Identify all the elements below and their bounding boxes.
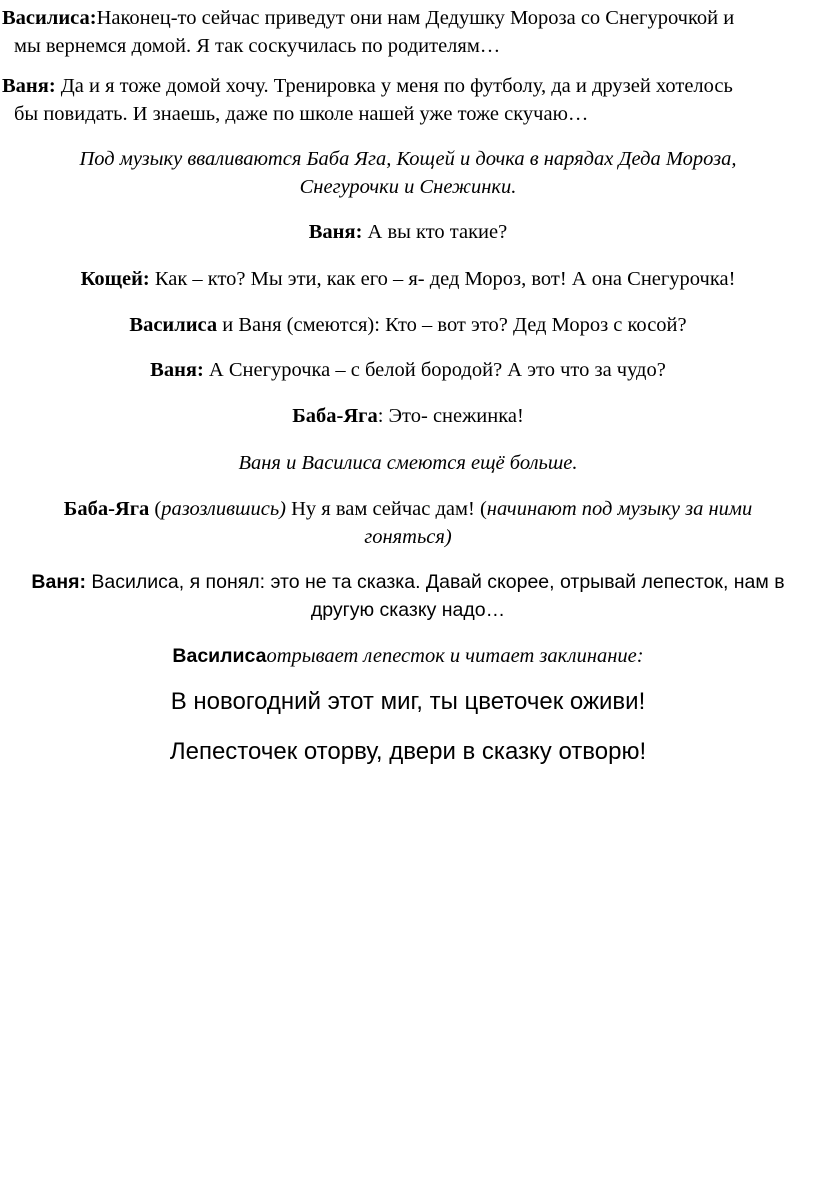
- dialogue-text: и Ваня (смеются): Кто – вот это? Дед Мороз с косой?: [217, 314, 687, 336]
- speaker-name: Баба-Яга: [63, 498, 150, 520]
- dialogue-vanya-1: [2, 72, 808, 128]
- dialogue-text: А Снегурочка – с белой бородой? А это что за чудо?: [203, 359, 666, 381]
- dialogue-text: Наконец-то сейчас приведут они нам Дедушку Мороза со Снегурочкой и: [96, 7, 735, 29]
- dialogue-vanya-2: [10, 218, 806, 246]
- dialogue-vasilisa-2: [10, 311, 806, 339]
- remark-text-continued: гоняться): [364, 526, 452, 548]
- speaker-name: Василиса: [172, 645, 267, 667]
- stage-direction-line: Под музыку вваливаются Баба Яга, Кощей и дочка в нарядах Деда Мороза,: [79, 148, 737, 170]
- dialogue-text: А вы кто такие?: [362, 221, 508, 243]
- speaker-name: Василиса: [129, 314, 218, 336]
- remark-text: отрывает лепесток и читает заклинание:: [266, 645, 644, 667]
- speaker-name: Ваня:: [31, 571, 86, 593]
- dialogue-text: Ну я вам сейчас дам! (: [285, 498, 487, 520]
- speaker-name: Кощей:: [80, 268, 150, 290]
- dialogue-vanya-4: [10, 568, 806, 624]
- dialogue-vasilisa-1: [2, 4, 808, 60]
- stage-direction-laugh: [10, 449, 806, 477]
- speaker-name: Василиса:: [2, 7, 97, 29]
- speaker-name: Баба-Яга: [292, 405, 378, 427]
- dialogue-text-continued: бы повидать. И знаешь, даже по школе нашей уже тоже скучаю…: [14, 103, 589, 125]
- spell-line-1: [10, 687, 806, 717]
- spell-text: В новогодний этот миг, ты цветочек оживи!: [170, 688, 646, 715]
- dialogue-baba-yaga-2: [10, 495, 806, 551]
- speaker-name: Ваня:: [2, 75, 56, 97]
- dialogue-text: : Это- снежинка!: [377, 405, 524, 427]
- spell-line-2: [10, 737, 806, 767]
- dialogue-text: Василиса, я понял: это не та сказка. Давай скорее, отрывай лепесток, нам в: [85, 571, 785, 593]
- spell-text: Лепесточек оторву, двери в сказку отворю!: [169, 738, 647, 765]
- dialogue-koschei: [10, 265, 806, 293]
- dialogue-vasilisa-3: [10, 642, 806, 670]
- dialogue-text: (: [149, 498, 162, 520]
- remark-text: начинают под музыку за ними: [486, 498, 753, 520]
- stage-direction-entrance: [10, 145, 806, 201]
- speaker-name: Ваня:: [150, 359, 204, 381]
- dialogue-text-continued: другую сказку надо…: [310, 599, 506, 621]
- dialogue-text-continued: мы вернемся домой. Я так соскучилась по родителям…: [14, 35, 501, 57]
- dialogue-baba-yaga-1: [10, 402, 806, 430]
- stage-direction-line: Снегурочки и Снежинки.: [299, 176, 517, 198]
- dialogue-vanya-3: [10, 356, 806, 384]
- remark-text: разозлившись): [161, 498, 286, 520]
- stage-direction-line: Ваня и Василиса смеются ещё больше.: [238, 452, 578, 474]
- dialogue-text: Да и я тоже домой хочу. Тренировка у меня по футболу, да и друзей хотелось: [55, 75, 733, 97]
- dialogue-text: Как – кто? Мы эти, как его – я- дед Мороз, вот! А она Снегурочка!: [149, 268, 736, 290]
- speaker-name: Ваня:: [308, 221, 363, 243]
